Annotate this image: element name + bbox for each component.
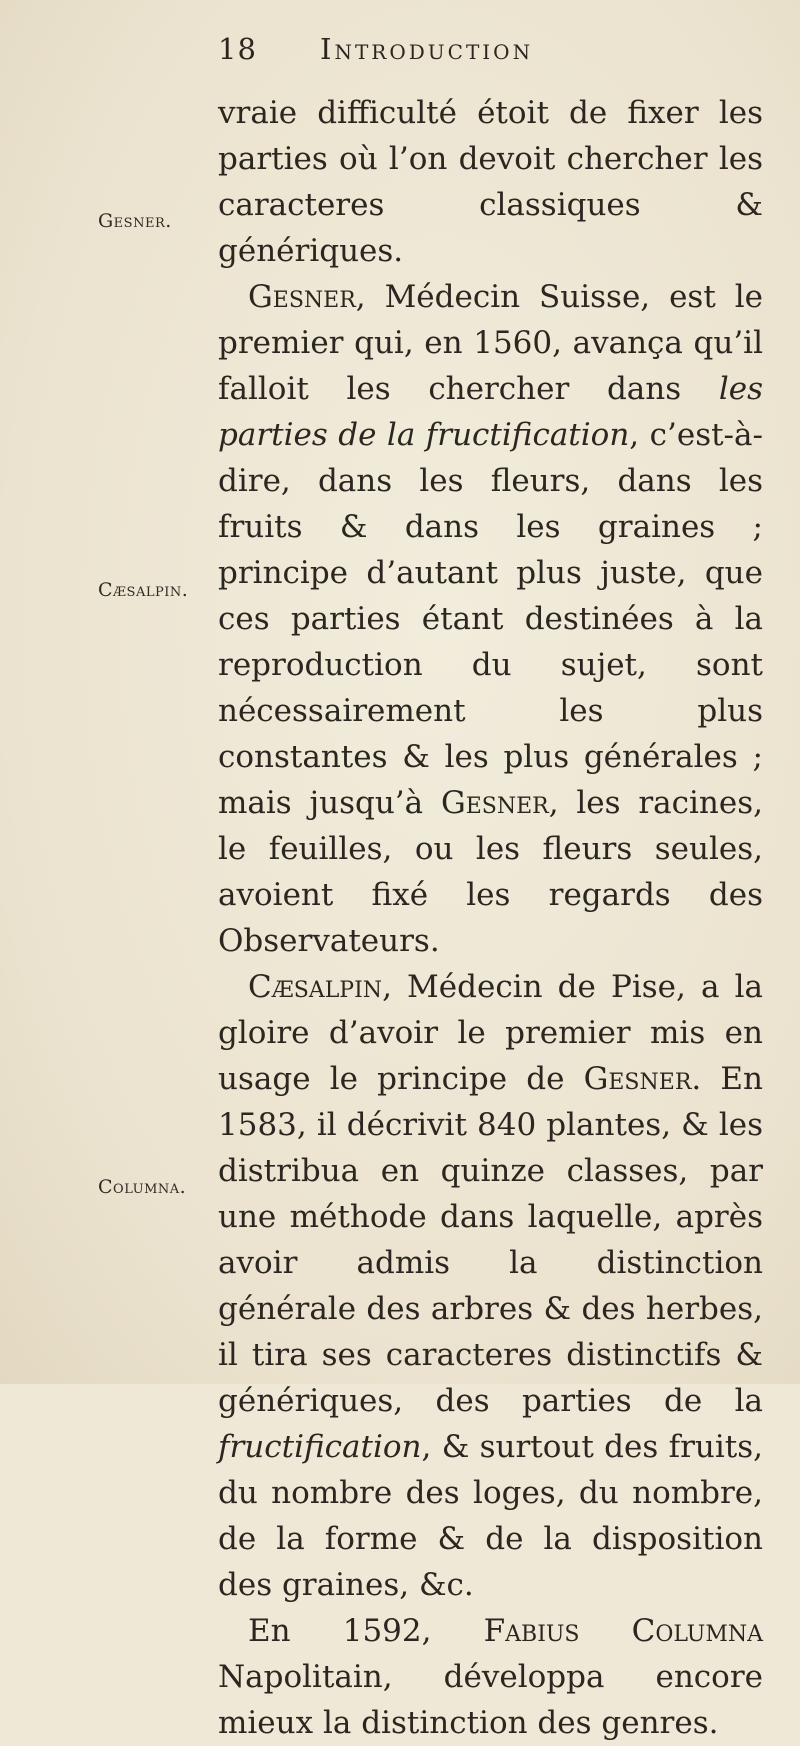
paragraph-columna-text-b: Napolitain, développa encore mieux la distinction des genres.	[218, 1659, 763, 1741]
body-text	[218, 90, 763, 1746]
name-gesner-2: Gesner	[440, 785, 549, 821]
paragraph-gesner	[218, 274, 763, 964]
paragraph-gesner-text-b: , c’est-à-dire, dans les fleurs, dans les fruits & dans les graines ; principe d’autant plus juste, que ces parties étant destinées à la reproduction du sujet, sont nécessairement les plus constantes & les plus générales ; mais jusqu’à	[218, 417, 763, 821]
name-gesner: Gesner	[248, 279, 356, 315]
page-number: 18	[218, 32, 257, 66]
running-title: Introduction	[320, 32, 534, 66]
paragraph-caesalpin-text-c: , & surtout des fruits, du nombre des loges, du nombre, de la forme & de la disposition des graines, &c.	[218, 1429, 763, 1603]
margin-note-gesner: Gesner.	[98, 210, 172, 232]
page-header	[218, 32, 760, 76]
italic-phrase-fructification: les parties de la fructification	[218, 371, 763, 453]
italic-word-fructification: fructification	[218, 1429, 422, 1465]
margin-note-columna: Columna.	[98, 1176, 187, 1198]
paragraph-caesalpin-text-b: . En 1583, il décrivit 840 plantes, & les distribua en quinze classes, par une méthode dans laquelle, après avoir admis la distinction générale des arbres & des herbes, il tira ses caracteres distinctifs & génériques, des parties de la	[218, 1061, 763, 1419]
name-fabius-columna: Fabius Columna	[483, 1613, 763, 1649]
paragraph-caesalpin-text-a: , Médecin de Pise, a la gloire d’avoir le premier mis en usage le principe de	[218, 969, 763, 1097]
name-caesalpin: Cæsalpin	[248, 969, 383, 1005]
paragraph-gesner-text-c: , les racines, le feuilles, ou les fleurs seules, avoient fixé les regards des Observateurs.	[218, 785, 763, 959]
paragraph-columna	[218, 1608, 763, 1746]
margin-note-caesalpin: Cæsalpin.	[98, 579, 189, 601]
paragraph-gesner-text-a: , Médecin Suisse, est le premier qui, en 1560, avança qu’il falloit les chercher dans	[218, 279, 763, 407]
name-gesner-3: Gesner	[583, 1061, 692, 1097]
paragraph-1: vraie difficulté étoit de fixer les parties où l’on devoit chercher les caracteres classiques & génériques.	[218, 95, 763, 269]
paragraph-caesalpin	[218, 964, 763, 1608]
paragraph-columna-text-a: En 1592,	[248, 1613, 484, 1649]
